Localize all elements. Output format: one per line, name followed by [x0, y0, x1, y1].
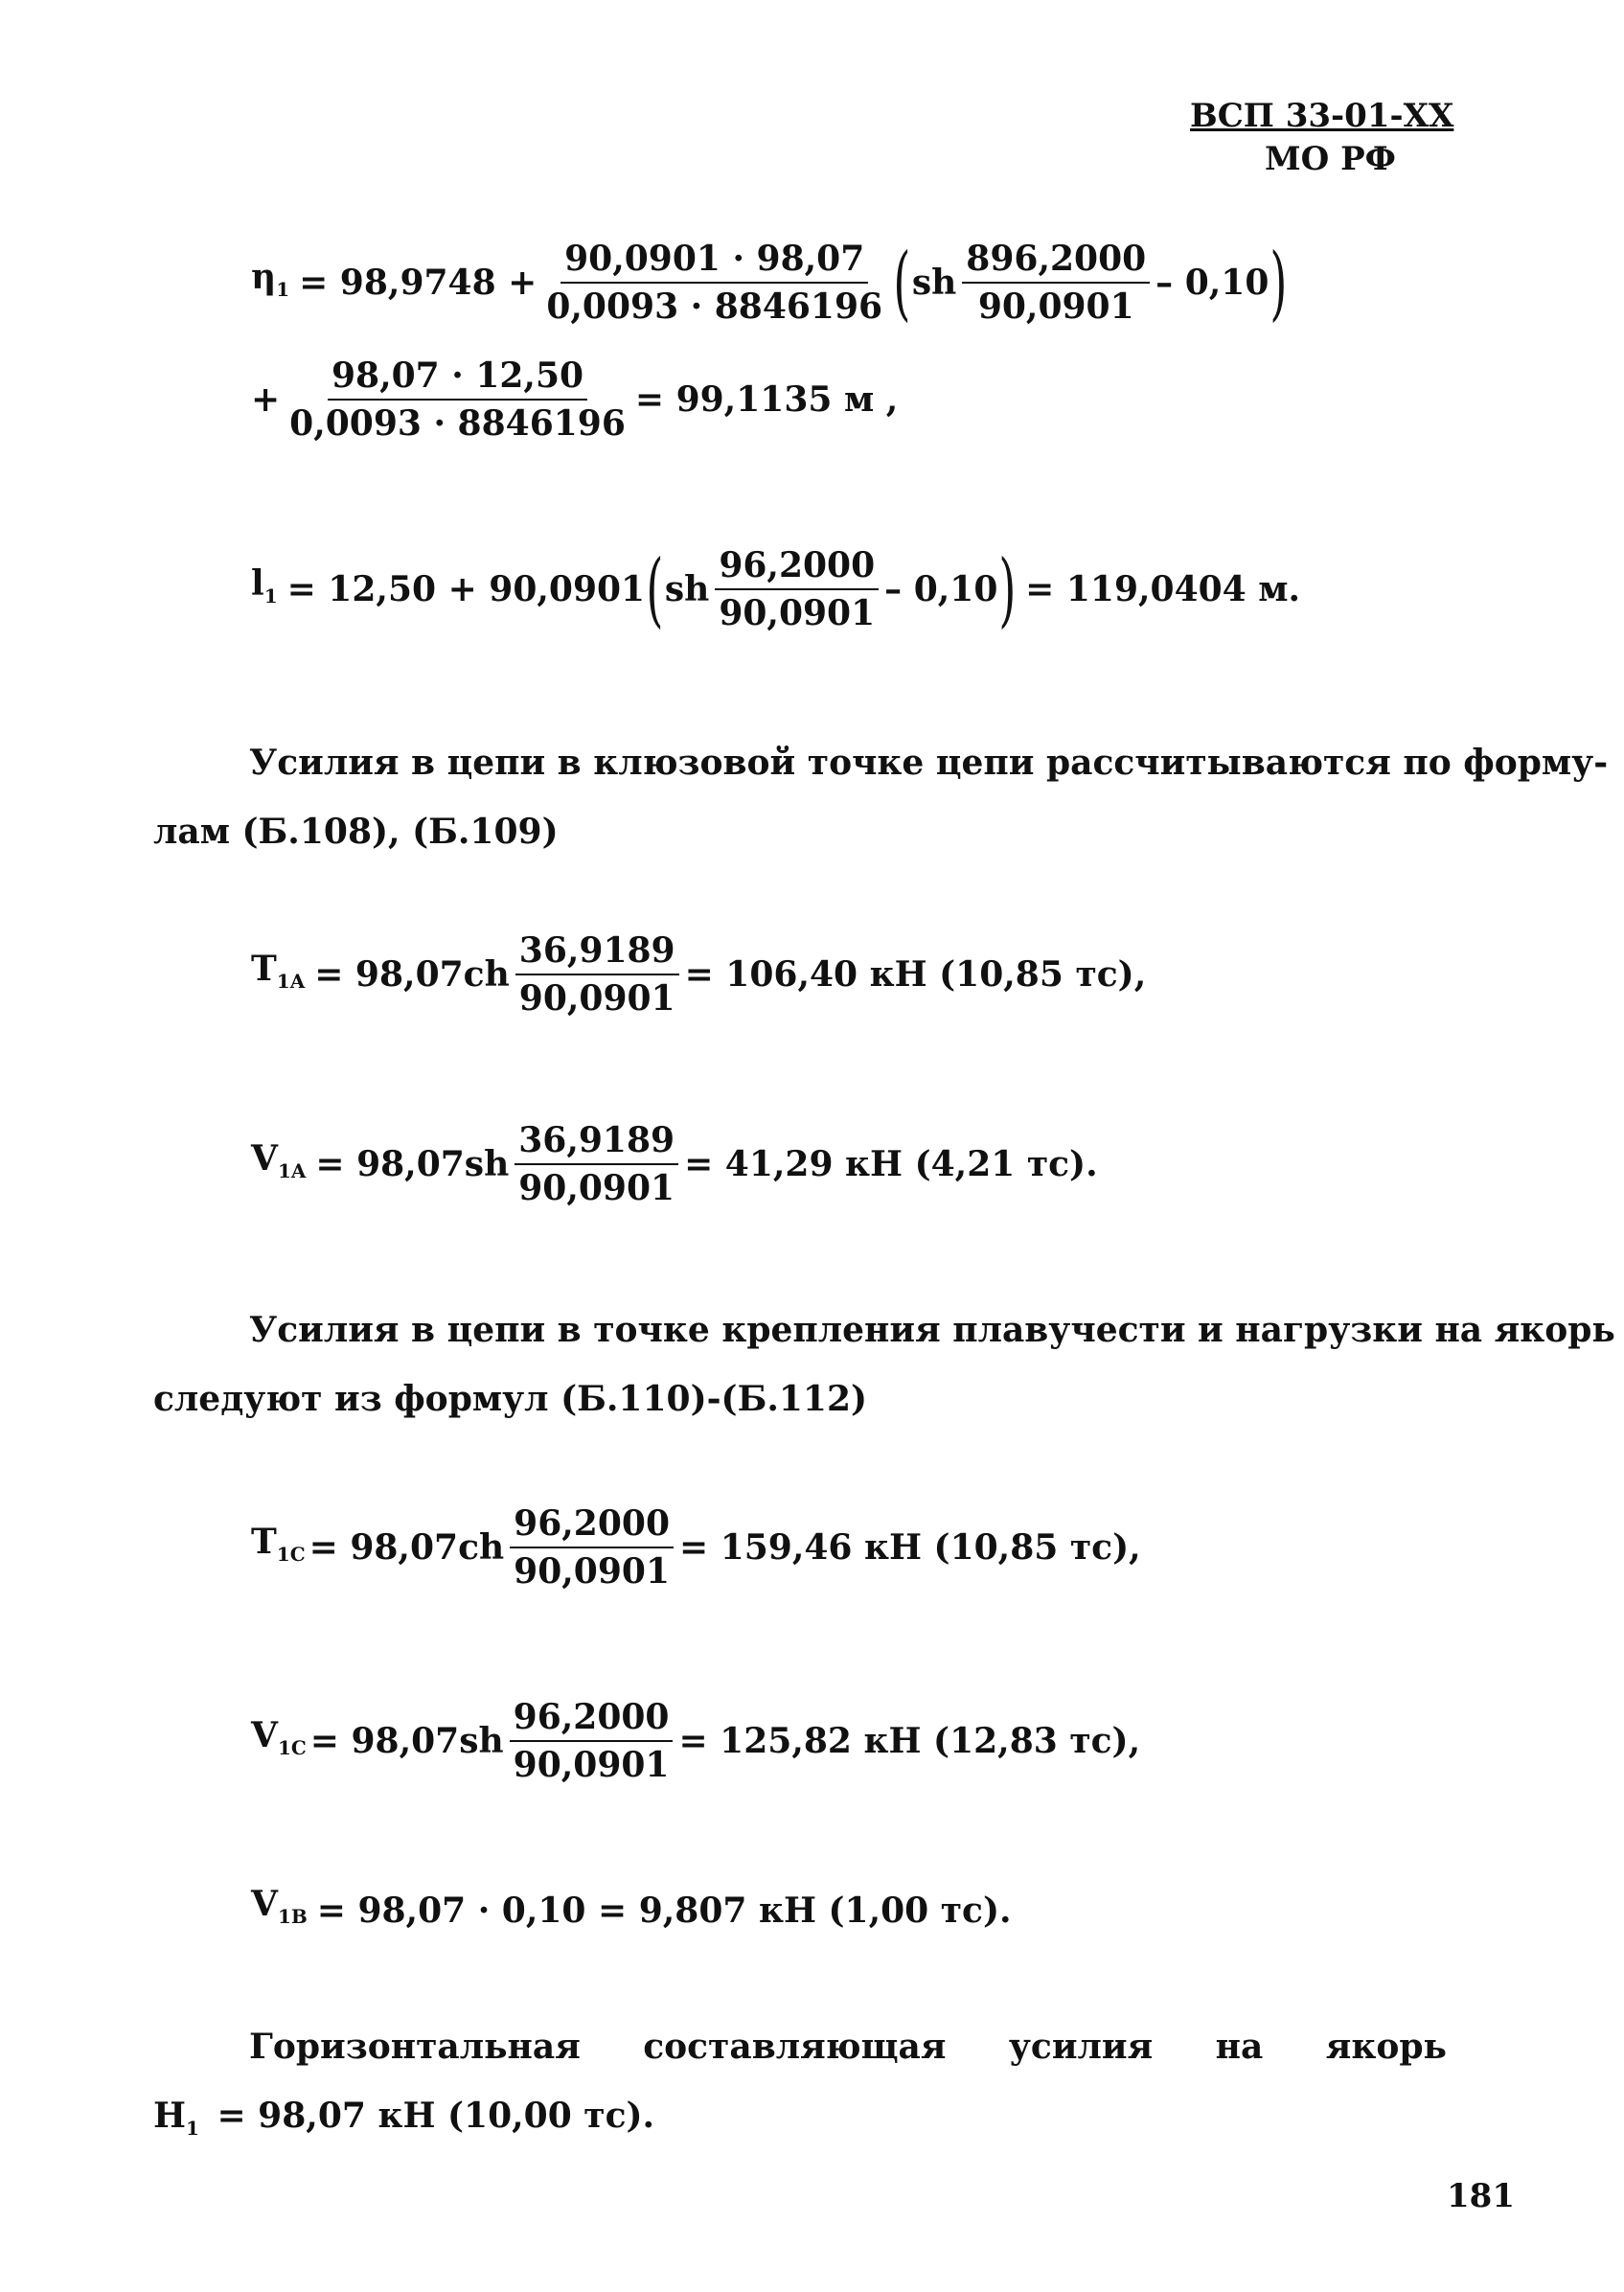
eq-lhs: $V_{1B}$ [251, 1884, 308, 1928]
paragraph-2 [153, 1295, 1615, 1433]
equation-l1: $l_1$ = 12,50 + 90,0901 ( sh $\frac{96,2000}{90,0901}$ – 0,10 ) = 119,0404 м. [251, 542, 1301, 636]
fraction: $\frac{90,0901 \cdot 98,07}{0,0093 \cdot 8846196}$ [546, 239, 883, 327]
equation-T1C: $T_{1C}$ = 98,07ch $\frac{96,2000}{90,0901}$ = 159,46 кН (10,85 тс), [251, 1503, 1141, 1592]
word: составляющая [643, 2027, 947, 2067]
paragraph-line: лам (Б.108), (Б.109) [153, 812, 559, 852]
fraction: $\frac{96,2000}{90,0901}$ [510, 1502, 674, 1593]
eq-lhs: $V_{1C}$ [251, 1714, 307, 1759]
doc-code: ВСП 33-01-ХХ [1190, 97, 1454, 135]
fraction: $\frac{98,07 \cdot 12,50}{0,0093 \cdot 8846196}$ [289, 355, 626, 444]
equation-T1A: $T_{1A}$ = 98,07ch $\frac{36,9189}{90,0901}$ = 106,40 кН (10,85 тс), [251, 930, 1147, 1019]
fraction: $\frac{36,9189}{90,0901}$ [515, 929, 679, 1020]
equation-V1A: $V_{1A}$ = 98,07sh $\frac{36,9189}{90,0901}$ = 41,29 кН (4,21 тс). [251, 1120, 1098, 1208]
fraction: $\frac{36,9189}{90,0901}$ [515, 1119, 678, 1209]
paragraph-line [153, 2012, 1447, 2081]
paren-right: ) [1269, 236, 1288, 330]
paragraph-line: Усилия в цепи в клюзовой точке цепи рассчитываются по форму- [249, 743, 1609, 783]
fraction: $\frac{896,2000}{90,0901}$ [962, 238, 1150, 328]
eq-lhs: $l_1$ [251, 562, 278, 607]
eq-lhs: $T_{1A}$ [251, 948, 306, 993]
word: усилия [1008, 2027, 1154, 2067]
equation-eta-cont: + $\frac{98,07 \cdot 12,50}{0,0093 \cdot 8846196}$ = 99,1135 м , [251, 355, 899, 444]
equation-eta: $\eta_1$ = 98,9748 + $\frac{90,0901 \cdot 98,07}{0,0093 \cdot 8846196}$ ( sh $\frac{896,2000}{90,0901}$ – 0,10 ) [251, 236, 1288, 330]
equation-V1B: $V_{1B}$ = 98,07 · 0,10 = 9,807 кН (1,00 тс). [251, 1883, 1012, 1937]
eq-lhs: $T_{1C}$ [251, 1521, 306, 1566]
paren-left: ( [646, 542, 664, 636]
word: Горизонтальная [249, 2027, 581, 2067]
paren-right: ) [998, 542, 1017, 636]
eq-lhs: $\eta_1$ [251, 256, 290, 301]
eq-lhs: $V_{1A}$ [251, 1137, 307, 1182]
paragraph-line: следуют из формул (Б.110)-(Б.112) [153, 1379, 868, 1419]
paragraph-1 [153, 728, 1608, 866]
word: якорь [1325, 2027, 1447, 2067]
paragraph-3 [153, 2012, 1447, 2163]
fraction: $\frac{96,2000}{90,0901}$ [510, 1696, 674, 1786]
page-number: 181 [1447, 2177, 1515, 2215]
paren-left: ( [893, 236, 911, 330]
paragraph-line: $H_1 = 98,07$ кН (10,00 тс). [153, 2096, 655, 2140]
fraction: $\frac{96,2000}{90,0901}$ [715, 544, 879, 634]
word: на [1215, 2027, 1264, 2067]
paragraph-line: Усилия в цепи в точке крепления плавучести и нагрузки на якорь [249, 1310, 1615, 1350]
org-name: МО РФ [1265, 140, 1396, 178]
eq-base: = 98,9748 + [299, 263, 538, 303]
equation-V1C: $V_{1C}$ = 98,07sh $\frac{96,2000}{90,0901}$ = 125,82 кН (12,83 тс), [251, 1697, 1141, 1785]
